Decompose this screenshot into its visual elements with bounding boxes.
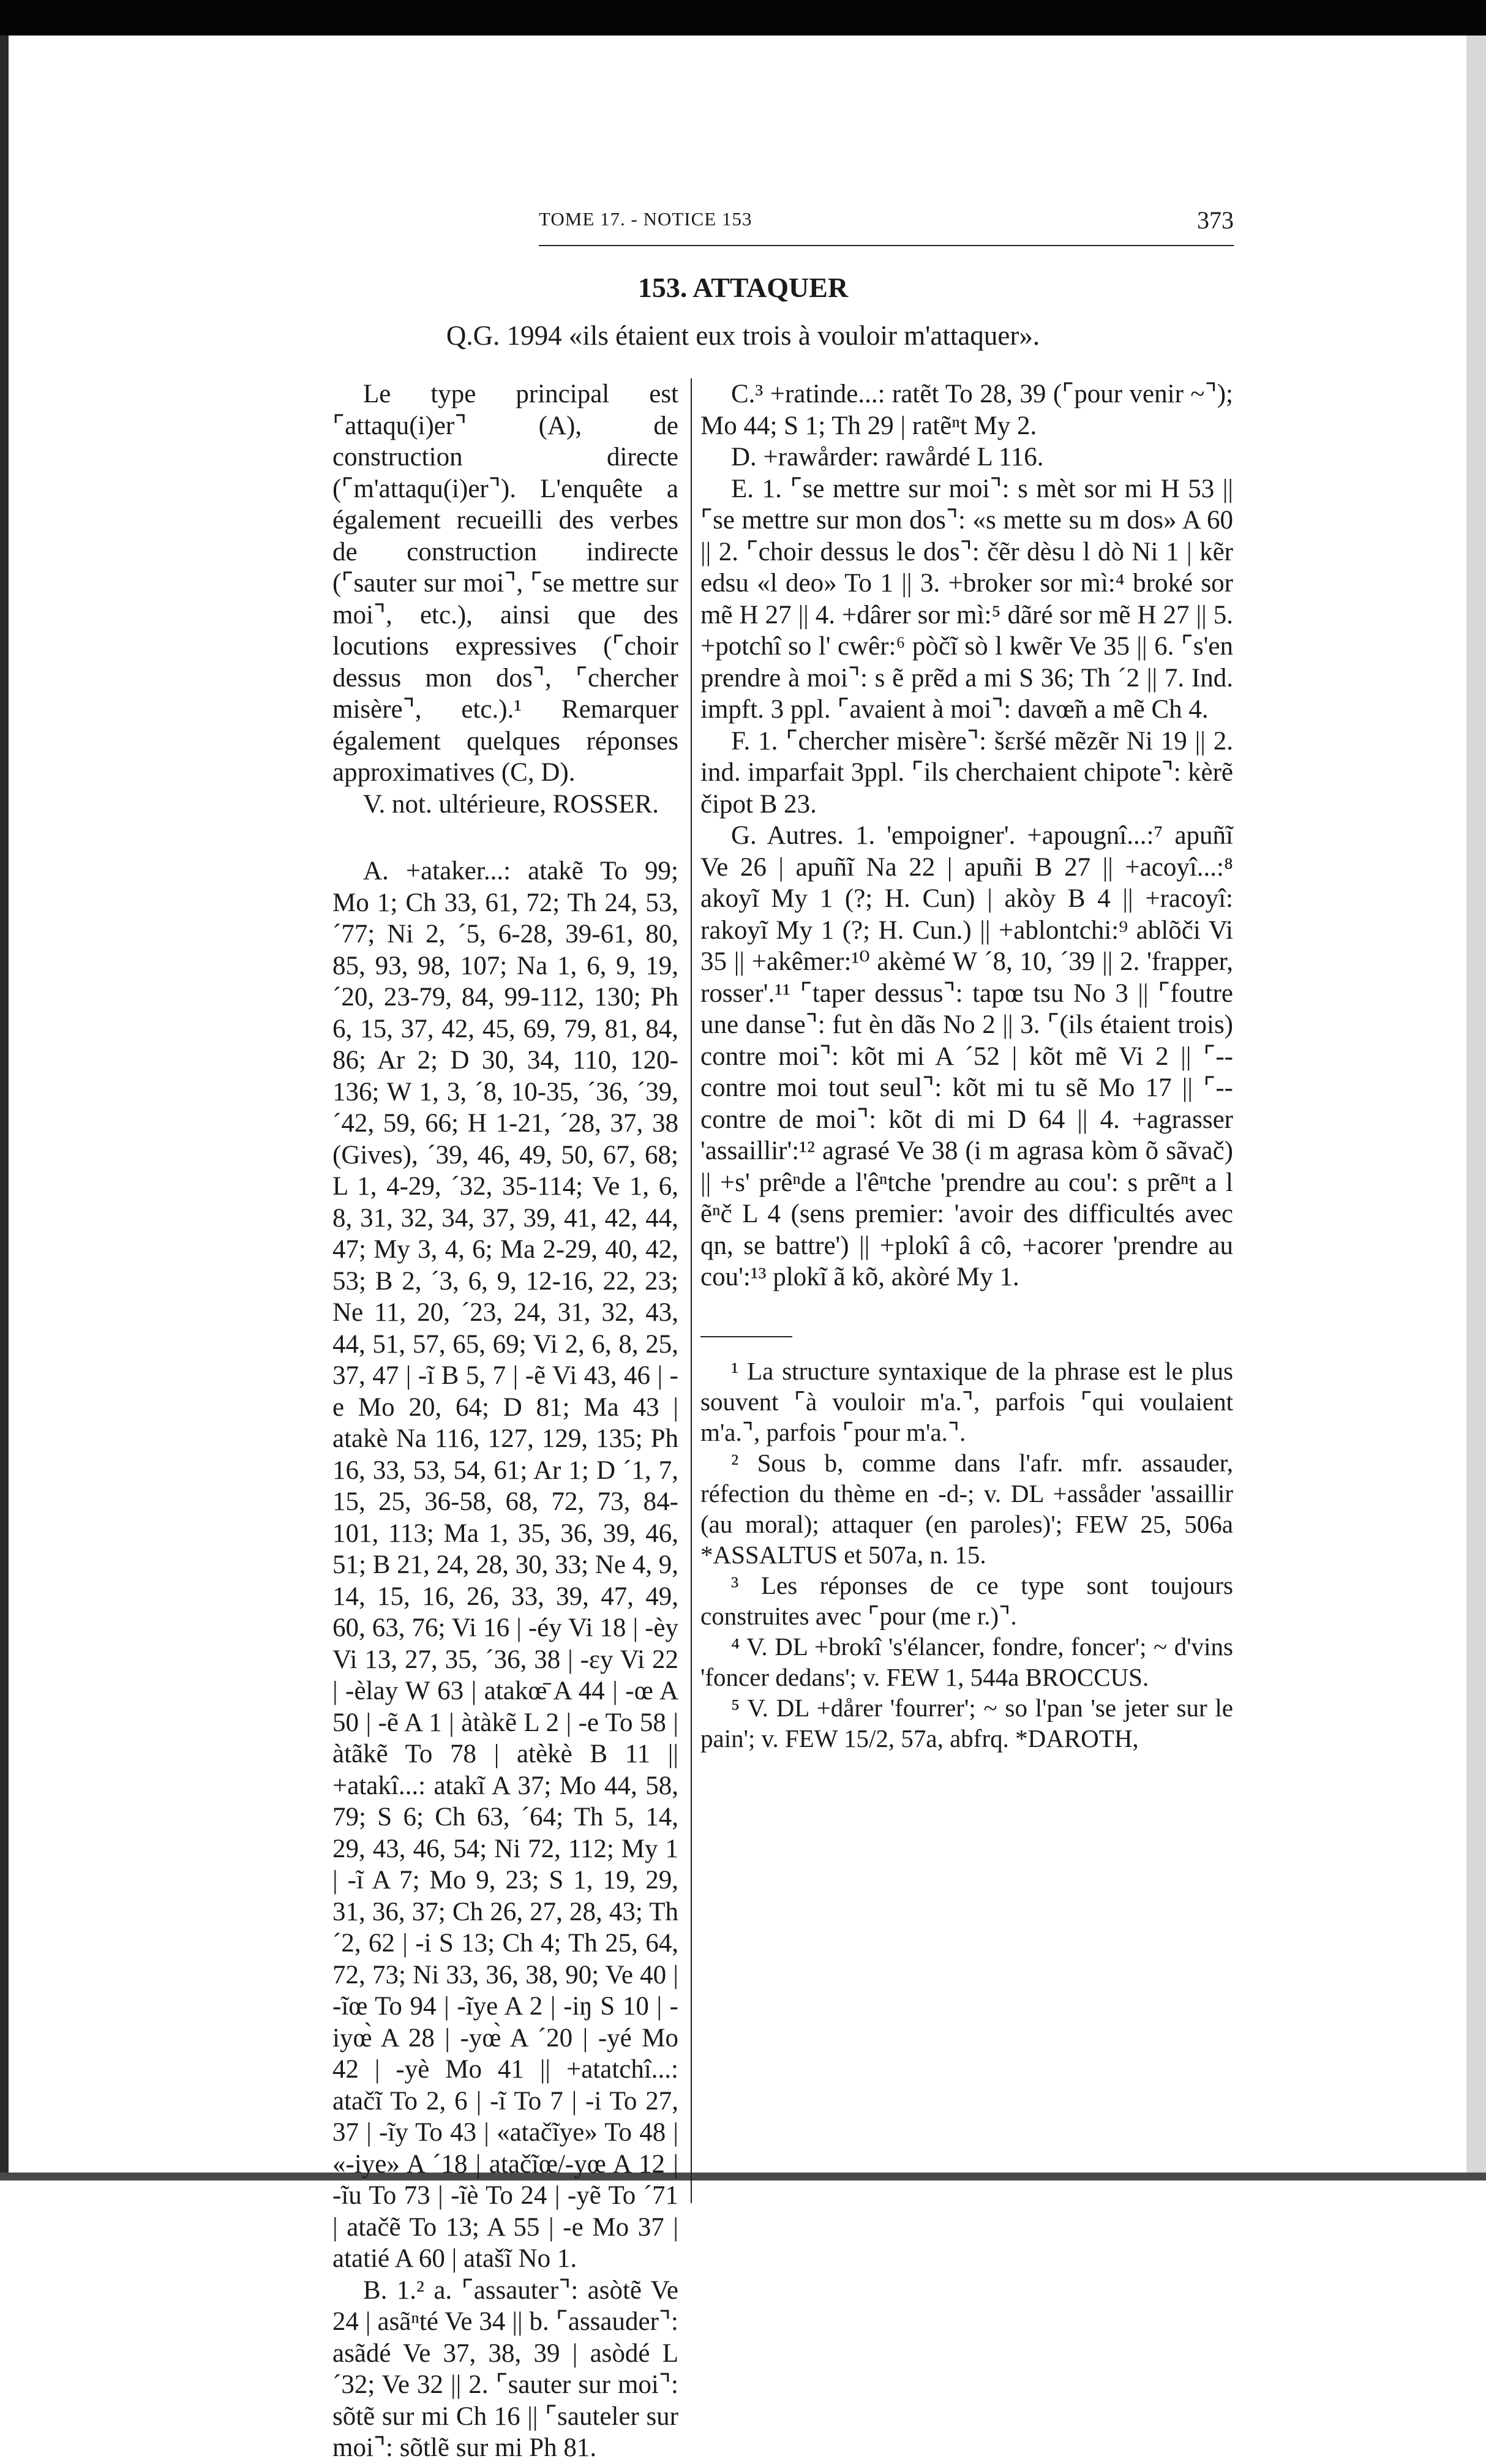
left-column [332,378,678,2464]
footnotes [700,1356,1233,1754]
section-g: G. Autres. 1. 'empoigner'. +apougnî...:⁷ apuñĩ Ve 26 | apuñĩ Na 22 | apuñi B 27 || +acoyî...:⁸ akoyĩ My 1 (?; H. Cun) | akòy B 4 || +racoyî: rakoyĩ My 1 (?; H. Cun.) || +ablontchi:⁹ ablõči Vi 35 || +akêmer:¹⁰ akèmé W ´8, 10, ´39 || 2. 'frapper, rosser'.¹¹ ⌜taper dessus⌝: tapœ tsu No 3 || ⌜foutre une danse⌝: fut èn dãs No 2 || 3. ⌜(ils étaient trois) contre moi⌝: kõt mi A ´52 | kõt mẽ Vi 2 || ⌜-- contre moi tout seul⌝: kõt mi tu sẽ Mo 17 || ⌜-- contre de moi⌝: kõt di mi D 64 || 4. +agrasser 'assaillir':¹² agrasé Ve 38 (i m agrasa kòm õ sãvač) || +s' prêⁿde a l'êⁿtche 'prendre au cou': s prẽⁿt a l ẽⁿč L 4 (sens premier: 'avoir des difficultés avec qn, se battre') || +plokî â cô, +acorer 'prendre au cou':¹³ plokĩ ã kõ, akòré My 1. [700,821,1233,1291]
footnote-4: ⁴ V. DL +brokî 's'élancer, fondre, foncer'; ~ d'vins 'foncer dedans'; v. FEW 1, 544a BROCCUS. [700,1632,1233,1691]
notice-title: 153. ATTAQUER [637,272,849,303]
footnote-3: ³ Les réponses de ce type sont toujours construites avec ⌜pour (me r.)⌝. [700,1571,1233,1630]
running-head-title: TOME 17. - NOTICE 153 [539,208,752,230]
cross-reference: V. not. ultérieure, ROSSER. [363,789,659,819]
intro-paragraph: Le type principal est ⌜attaqu(i)er⌝ (A), de construction directe (⌜m'attaqu(i)er⌝). L'enquête a également recueilli des verbes de construction indirecte (⌜sauter sur moi⌝, ⌜se mettre sur moi⌝, etc.), ainsi que des locutions expressives (⌜choir dessus mon dos⌝, ⌜chercher misère⌝, etc.).¹ Remarquer également quelques réponses approximatives (C, D). [332,380,678,787]
running-head [539,208,1234,245]
section-e: E. 1. ⌜se mettre sur moi⌝: s mèt sor mi H 53 || ⌜se mettre sur mon dos⌝: «s mette su m dos» A 60 || 2. ⌜choir dessus le dos⌝: čẽr dèsu l dò Ni 1 | kẽr edsu «l deo» To 1 || 3. +broker sor mì:⁴ broké sor mẽ H 27 || 4. +dârer sor mì:⁵ dãré sor mẽ H 27 || 5. +potchî so l' cwêr:⁶ pòčĩ sò l kwẽr Ve 35 || 6. ⌜s'en prendre à moi⌝: s ẽ prẽd a mi S 36; Th ´2 || 7. Ind. impft. 3 ppl. ⌜avaient à moi⌝: davœ̃n a mẽ Ch 4. [700,474,1233,724]
right-column-body [700,378,1233,1754]
page-number: 373 [1197,206,1234,234]
section-b: B. 1.² a. ⌜assauter⌝: asòtẽ Ve 24 | asãⁿté Ve 34 || b. ⌜assauder⌝: asãdé Ve 37, 38, 39 | asòdé L ´32; Ve 32 || 2. ⌜sauter sur moi⌝: sõtẽ sur mi Ch 16 || ⌜sauteler sur moi⌝: sõtlẽ sur mi Ph 81. [332,2275,678,2462]
footnote-5: ⁵ V. DL +dårer 'fourrer'; ~ so l'pan 'se jeter sur le pain'; v. FEW 15/2, 57a, abfrq. *DAROTH, [700,1693,1233,1752]
section-f: F. 1. ⌜chercher misère⌝: šɛršé mẽzẽr Ni 19 || 2. ind. imparfait 3ppl. ⌜ils cherchaient chipote⌝: kèrẽ čipot B 23. [700,726,1233,819]
footnote-2: ² Sous b, comme dans l'afr. mfr. assauder, réfection du thème en -d-; v. DL +assåder 'assaillir (au moral); attaquer (en paroles)'; FEW 25, 506a *ASSALTUS et 507a, n. 15. [700,1448,1233,1569]
footnote-rule [700,1336,792,1337]
section-a: A. +ataker...: atakẽ To 99; Mo 1; Ch 33, 61, 72; Th 24, 53, ´77; Ni 2, ´5, 6-28, 39-61, 80, 85, 93, 98, 107; Na 1, 6, 9, 19, ´20, 23-79, 84, 99-112, 130; Ph 6, 15, 37, 42, 45, 69, 79, 81, 84, 86; Ar 2; D 30, 34, 110, 120-136; W 1, 3, ´8, 10-35, ´36, ´39, ´42, 59, 66; H 1-21, ´28, 37, 38 (Gives), ´39, 46, 49, 50, 67, 68; L 1, 4-29, ´32, 35-114; Ve 1, 6, 8, 31, 32, 34, 37, 39, 41, 42, 44, 47; My 3, 4, 6; Ma 2-29, 40, 42, 53; B 2, ´3, 6, 9, 12-16, 22, 23; Ne 11, 20, ´23, 24, 31, 32, 43, 44, 51, 57, 65, 69; Vi 2, 6, 8, 25, 37, 47 | -ĩ B 5, 7 | -ẽ Vi 43, 46 | -e Mo 20, 64; D 81; Ma 43 | atakè Na 116, 127, 129, 135; Ph 16, 33, 53, 54, 61; Ar 1; D ´1, 7, 15, 25, 36-58, 68, 72, 73, 84-101, 113; Ma 1, 35, 36, 39, 46, 51; B 21, 24, 28, 30, 33; Ne 4, 9, 14, 15, 16, 26, 33, 39, 47, 49, 60, 63, 76; Vi 16 | -éy Vi 18 | -èy Vi 13, 27, 35, ´36, 38 | -ɛy Vi 22 | -èlay W 63 | atakœ̄ A 44 | -œ A 50 | -ẽ A 1 | àtàkẽ L 2 | -e To 58 | àtãkẽ To 78 | atèkè B 11 || +atakî...: atakĩ A 37; Mo 44, 58, 79; S 6; Ch 63, ´64; Th 5, 14, 29, 43, 46, 54; Ni 72, 112; My 1 | -ĩ A 7; Mo 9, 23; S 1, 19, 29, 31, 36, 37; Ch 26, 27, 28, 43; Th ´2, 62 | -i S 13; Ch 4; Th 25, 64, 72, 73; Ni 33, 36, 38, 90; Ve 40 | -ĩœ To 94 | -ĩye A 2 | -iŋ S 10 | -iyœ̀ A 28 | -yœ̀ A ´20 | -yé Mo 42 | -yè Mo 41 || +atatchî...: atačĩ To 2, 6 | -ĩ To 7 | -i To 27, 37 | -ĩy To 43 | «atačĩye» To 48 | «-iye» A ´18 | atačĩœ/-yœ A 12 | -ĩu To 73 | -ĩè To 24 | -yẽ To ´71 | atačẽ To 13; A 55 | -e Mo 37 | atatié A 60 | atašĩ No 1. [332,857,678,2273]
right-column [691,378,1234,2203]
section-d: D. +rawårder: rawårdé L 116. [731,443,1044,471]
footnote-1: ¹ La structure syntaxique de la phrase est le plus souvent ⌜à vouloir m'a.⌝, parfois ⌜qui voulaient m'a.⌝, parfois ⌜pour m'a.⌝. [700,1356,1233,1446]
questionnaire-line: Q.G. 1994 «ils étaient eux trois à vouloir m'attaquer». [446,320,1040,351]
header-rule [539,245,1234,246]
section-c: C.³ +ratinde...: ratẽt To 28, 39 (⌜pour venir ~⌝); Mo 44; S 1; Th 29 | ratẽⁿt My 2. [700,380,1233,440]
scan-left-border [0,36,9,2180]
scan-top-border [0,0,1486,36]
section-gap [332,820,678,855]
scan-right-border [1466,36,1486,2180]
